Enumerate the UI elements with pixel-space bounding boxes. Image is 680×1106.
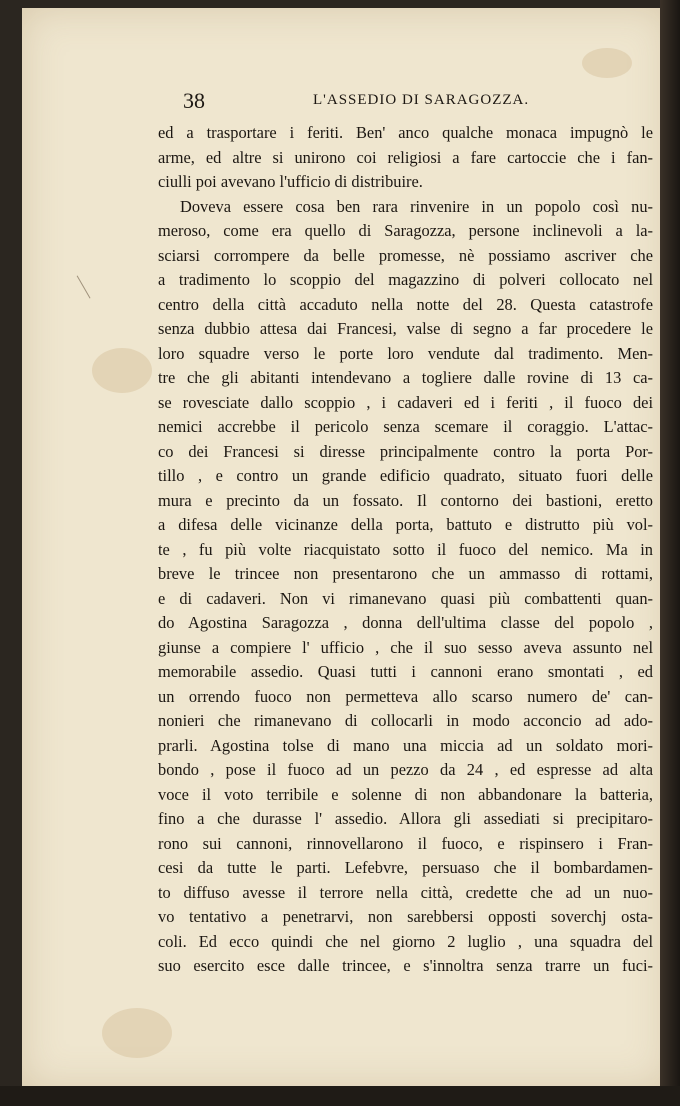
text-line: a difesa delle vicinanze della porta, battuto e distrutto più vol- xyxy=(158,515,653,534)
text-line: meroso, come era quello di Saragozza, persone inclinevoli a la- xyxy=(158,221,653,240)
text-line: rono sui cannoni, rinnovellarono il fuoco, e rispinsero i Fran- xyxy=(158,833,653,853)
text-line: tre che gli abitanti intendevano a togliere dalle rovine di 13 ca- xyxy=(158,368,653,387)
text-line: voce il voto terribile e solenne di non abbandonare la batteria, xyxy=(158,784,653,804)
text-line: mura e precinto da un fossato. Il contorno dei bastioni, eretto xyxy=(158,490,653,510)
page-number: 38 xyxy=(183,88,205,113)
text-line: te , fu più volte riacquistato sotto il fuoco del nemico. Ma in xyxy=(158,539,653,559)
body-text xyxy=(158,121,653,979)
paper-stain xyxy=(92,348,152,393)
text-line: coli. Ed ecco quindi che nel giorno 2 luglio , una squadra del xyxy=(158,931,653,951)
text-line: nonieri che rimanevano di collocarli in modo acconcio ad ado- xyxy=(158,711,653,730)
text-line: bondo , pose il fuoco ad un pezzo da 24 , ed espresse ad alta xyxy=(158,760,653,779)
text-line: nemici accrebbe il pericolo senza scemare il coraggio. L'attac- xyxy=(158,417,653,436)
scan-bottom-shadow xyxy=(0,1086,680,1106)
text-line: fino a che durasse l' assedio. Allora gli assediati si precipitaro- xyxy=(158,809,653,828)
text-line: suo esercito esce dalle trincee, e s'innoltra senza trarre un fuci- xyxy=(158,956,653,975)
text-line: prarli. Agostina tolse di mano una miccia ad un soldato mori- xyxy=(158,735,653,755)
text-line: arme, ed altre si unirono coi religiosi a fare cartoccie che i fan- xyxy=(158,147,653,167)
text-line: un orrendo fuoco non permetteva allo scarso numero de' can- xyxy=(158,686,653,706)
paper-stain xyxy=(102,1008,172,1058)
text-line: a tradimento lo scoppio del magazzino di polveri collocato nel xyxy=(158,270,653,289)
text-line: centro della città accaduto nella notte del 28. Questa catastrofe xyxy=(158,294,653,314)
text-line: loro squadre verso le porte loro vendute dal tradimento. Men- xyxy=(158,343,653,363)
text-line: se rovesciate dallo scoppio , i cadaveri ed i feriti , il fuoco dei xyxy=(158,392,653,412)
text-line: vo tentativo a penetrarvi, non sarebbersi opposti soverchj osta- xyxy=(158,907,653,926)
page-header xyxy=(183,88,653,114)
text-line: tillo , e contro un grande edificio quadrato, situato fuori delle xyxy=(158,466,653,485)
margin-pencil-mark xyxy=(77,267,105,298)
text-line: giunse a compiere l' ufficio , che il suo sesso aveva assunto nel xyxy=(158,637,653,657)
text-line: ciulli poi avevano l'ufficio di distribuire. xyxy=(158,172,423,191)
paper-stain xyxy=(582,48,632,78)
text-line: Doveva essere cosa ben rara rinvenire in un popolo così nu- xyxy=(180,196,653,216)
text-line: cesi da tutte le parti. Lefebvre, persuaso che il bombardamen- xyxy=(158,858,653,877)
text-line: sciarsi corrompere da belle promesse, nè possiamo ascriver che xyxy=(158,245,653,265)
text-line: memorabile assedio. Quasi tutti i cannoni erano smontati , ed xyxy=(158,662,653,681)
text-line: ed a trasportare i feriti. Ben' anco qualche monaca impugnò le xyxy=(158,123,653,142)
text-line: do Agostina Saragozza , donna dell'ultima classe del popolo , xyxy=(158,613,653,632)
running-title: L'ASSEDIO DI SARAGOZZA. xyxy=(313,92,530,108)
text-line: to diffuso avesse il terrore nella città, credette che ad un nuo- xyxy=(158,882,653,902)
text-line: breve le trincee non presentarono che un ammasso di rottami, xyxy=(158,564,653,583)
text-line: co dei Francesi si diresse principalmente contro la porta Por- xyxy=(158,441,653,461)
book-binding-edge xyxy=(660,0,680,1106)
text-line: e di cadaveri. Non vi rimanevano quasi più combattenti quan- xyxy=(158,588,653,608)
text-line: senza dubbio attesa dai Francesi, valse di segno a far procedere le xyxy=(158,319,653,338)
